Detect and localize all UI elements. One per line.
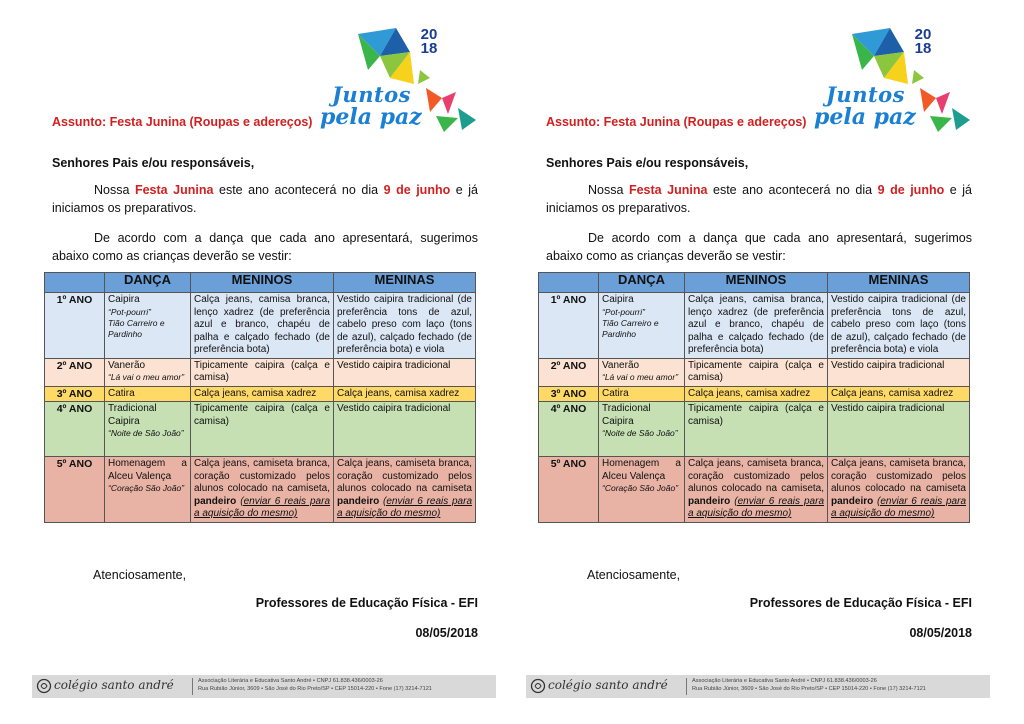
signature: Professores de Educação Física - EFI: [749, 596, 972, 610]
letter-date: 08/05/2018: [909, 626, 972, 640]
header-dance: DANÇA: [105, 273, 191, 293]
event-name: Festa Junina: [628, 183, 708, 197]
event-date: 9 de junho: [383, 183, 451, 197]
footer-address: Associação Literária e Educativa Santo André • CNPJ 61.838.436/0003-26 Rua Rubião Júnior, 3609 • São José do Rio Preto/SP • CEP 15014-220 • Fone (17) 3214-7121: [692, 678, 926, 692]
row-year: 5º ANO: [45, 457, 105, 523]
header-year: [45, 273, 105, 293]
row-dance: Tradicional Caipira “Noite de São João”: [105, 402, 191, 457]
row-year: 1º ANO: [45, 293, 105, 359]
row-year: 3º ANO: [539, 386, 599, 402]
row-boys: Calça jeans, camisa xadrez: [191, 386, 334, 402]
subject-line: Assunto: Festa Junina (Roupas e adereços): [52, 115, 313, 129]
paragraph-instructions: De acordo com a dança que cada ano apresentará, sugerimos abaixo como as crianças deverão se vestir:: [52, 231, 478, 263]
closing: Atenciosamente,: [587, 568, 681, 582]
costume-table: [538, 272, 970, 523]
table-header-row: [45, 273, 476, 293]
row-girls: Vestido caipira tradicional: [334, 358, 476, 386]
header-girls: MENINAS: [828, 273, 970, 293]
row-year: 5º ANO: [539, 457, 599, 523]
juntos-pela-paz-logo: [318, 26, 480, 136]
row-girls: Calça jeans, camisa xadrez: [828, 386, 970, 402]
table-row: [539, 457, 970, 523]
logo-year: 20 18: [914, 26, 932, 57]
row-girls: Vestido caipira tradicional: [828, 402, 970, 457]
signature: Professores de Educação Física - EFI: [255, 596, 478, 610]
row-girls: Vestido caipira tradicional: [334, 402, 476, 457]
school-brand: colégio santo andré: [548, 678, 668, 692]
event-date: 9 de junho: [877, 183, 945, 197]
row-dance: Homenagem a Alceu Valença “Coração São João”: [599, 457, 685, 523]
row-dance: Vanerão “Lá vai o meu amor”: [599, 358, 685, 386]
row-boys: Calça jeans, camisa branca, lenço xadrez (de preferência azul e branco, chapéu de palha e calçado fechado (de preferência bota): [685, 293, 828, 359]
row-year: 1º ANO: [539, 293, 599, 359]
footer-bar: [32, 675, 496, 698]
row-girls: Vestido caipira tradicional (de preferência tons de azul, cabelo preso com laço (tons de azul), calçado fechado (de preferência bota) e viola: [334, 293, 476, 359]
logo-title-line1: Juntos: [826, 82, 906, 107]
row-year: 3º ANO: [45, 386, 105, 402]
row-dance: Vanerão “Lá vai o meu amor”: [105, 358, 191, 386]
table-row: [45, 402, 476, 457]
greeting: Senhores Pais e/ou responsáveis,: [546, 156, 749, 170]
row-boys: Calça jeans, camiseta branca, coração customizado pelos alunos colocado na camiseta, pandeiro (enviar 6 reais para a aquisição do mesmo): [685, 457, 828, 523]
letter-date: 08/05/2018: [415, 626, 478, 640]
row-dance: Homenagem a Alceu Valença “Coração São João”: [105, 457, 191, 523]
paragraph-announcement: Nossa Festa Junina este ano acontecerá no dia 9 de junho e já iniciamos os preparativos.: [52, 183, 478, 215]
row-girls: Vestido caipira tradicional (de preferência tons de azul, cabelo preso com laço (tons de azul), calçado fechado (de preferência bota) e viola: [828, 293, 970, 359]
header-boys: MENINOS: [191, 273, 334, 293]
row-year: 2º ANO: [539, 358, 599, 386]
row-boys: Calça jeans, camisa branca, lenço xadrez (de preferência azul e branco, chapéu de palha e calçado fechado (de preferência bota): [191, 293, 334, 359]
row-year: 2º ANO: [45, 358, 105, 386]
school-emblem-icon: [530, 678, 546, 694]
footer-address: Associação Literária e Educativa Santo André • CNPJ 61.838.436/0003-26 Rua Rubião Júnior, 3609 • São José do Rio Preto/SP • CEP 15014-220 • Fone (17) 3214-7121: [198, 678, 432, 692]
row-year: 4º ANO: [539, 402, 599, 457]
row-dance: Catira: [599, 386, 685, 402]
logo-title-line2: pela paz: [814, 104, 916, 130]
table-row: [45, 386, 476, 402]
header-girls: MENINAS: [334, 273, 476, 293]
row-girls: Calça jeans, camiseta branca, coração customizado pelos alunos colocado na camiseta pandeiro (enviar 6 reais para a aquisição do mesmo): [828, 457, 970, 523]
logo-title-line1: Juntos: [332, 82, 412, 107]
row-girls: Vestido caipira tradicional: [828, 358, 970, 386]
row-boys: Tipicamente caipira (calça e camisa): [191, 358, 334, 386]
table-row: [539, 293, 970, 359]
table-row: [539, 402, 970, 457]
table-row: [45, 358, 476, 386]
school-emblem-icon: [36, 678, 52, 694]
row-girls: Calça jeans, camisa xadrez: [334, 386, 476, 402]
row-girls: Calça jeans, camiseta branca, coração customizado pelos alunos colocado na camiseta pandeiro (enviar 6 reais para a aquisição do mesmo): [334, 457, 476, 523]
paragraph-instructions: De acordo com a dança que cada ano apresentará, sugerimos abaixo como as crianças deverão se vestir:: [546, 231, 972, 263]
row-year: 4º ANO: [45, 402, 105, 457]
row-boys: Calça jeans, camiseta branca, coração customizado pelos alunos colocado na camiseta, pandeiro (enviar 6 reais para a aquisição do mesmo): [191, 457, 334, 523]
juntos-pela-paz-logo: [812, 26, 974, 136]
row-boys: Calça jeans, camisa xadrez: [685, 386, 828, 402]
footer-divider: [686, 678, 687, 695]
row-dance: Tradicional Caipira “Noite de São João”: [599, 402, 685, 457]
table-row: [539, 358, 970, 386]
logo-year: 20 18: [420, 26, 438, 57]
footer-bar: [526, 675, 990, 698]
letter-page-2: [494, 0, 1006, 724]
table-row: [539, 386, 970, 402]
row-boys: Tipicamente caipira (calça e camisa): [191, 402, 334, 457]
table-header-row: [539, 273, 970, 293]
school-brand: colégio santo andré: [54, 678, 174, 692]
table-row: [45, 457, 476, 523]
row-boys: Tipicamente caipira (calça e camisa): [685, 402, 828, 457]
subject-line: Assunto: Festa Junina (Roupas e adereços): [546, 115, 807, 129]
row-dance: Caipira “Pot-pourri” Tião Carreiro e Pardinho: [599, 293, 685, 359]
header-dance: DANÇA: [599, 273, 685, 293]
paragraph-announcement: Nossa Festa Junina este ano acontecerá no dia 9 de junho e já iniciamos os preparativos.: [546, 183, 972, 215]
footer-divider: [192, 678, 193, 695]
header-boys: MENINOS: [685, 273, 828, 293]
row-dance: Catira: [105, 386, 191, 402]
row-boys: Tipicamente caipira (calça e camisa): [685, 358, 828, 386]
logo-title-line2: pela paz: [320, 104, 422, 130]
closing: Atenciosamente,: [93, 568, 187, 582]
event-name: Festa Junina: [134, 183, 214, 197]
greeting: Senhores Pais e/ou responsáveis,: [52, 156, 255, 170]
row-dance: Caipira “Pot-pourri” Tião Carreiro e Pardinho: [105, 293, 191, 359]
costume-table: [44, 272, 476, 523]
header-year: [539, 273, 599, 293]
table-row: [45, 293, 476, 359]
